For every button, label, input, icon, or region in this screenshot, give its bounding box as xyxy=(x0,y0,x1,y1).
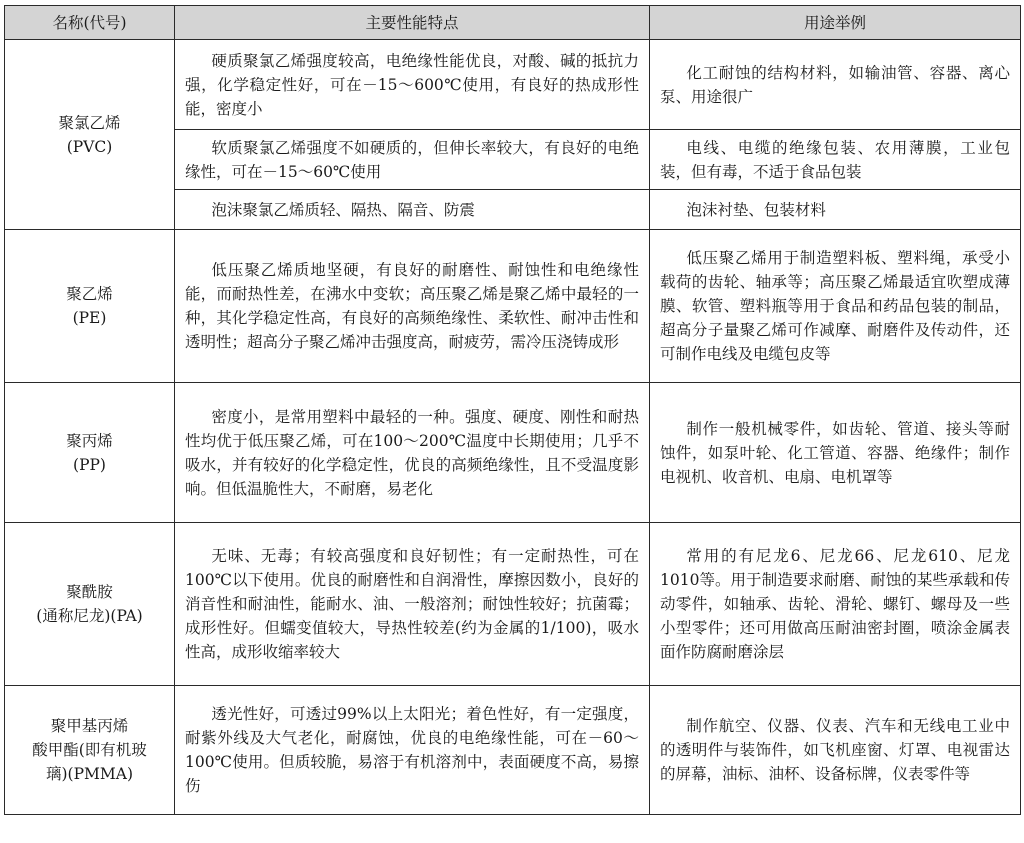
features-pvc-rigid: 硬质聚氯乙烯强度较高，电绝缘性能优良，对酸、碱的抵抗力强，化学稳定性好，可在－15～600℃使用，有良好的热成形性能，密度小 xyxy=(175,40,650,130)
name-pvc: 聚氯乙烯 xyxy=(58,113,121,132)
header-features: 主要性能特点 xyxy=(175,6,650,40)
name-pmma: 聚甲基丙烯 xyxy=(50,717,129,735)
uses-pvc-foam: 泡沫衬垫、包装材料 xyxy=(650,190,1021,230)
features-pp: 密度小，是常用塑料中最轻的一种。强度、硬度、刚性和耐热性均优于低压聚乙烯，可在100～200℃温度中长期使用；几乎不吸水，并有较好的化学稳定性，优良的高频绝缘性，且不受温度影响。但低温脆性大，不耐磨，易老化 xyxy=(175,383,650,523)
name-pa: 聚酰胺 xyxy=(66,583,113,601)
name-cell-pp xyxy=(5,383,175,523)
table-header xyxy=(5,6,1021,40)
uses-pa: 常用的有尼龙6、尼龙66、尼龙610、尼龙1010等。用于制造要求耐磨、耐蚀的某些承载和传动零件，如轴承、齿轮、滑轮、螺钉、螺母及一些小型零件；还可用做高压耐油密封圈，喷涂金属表面作防腐耐磨涂层 xyxy=(650,523,1021,686)
features-pe: 低压聚乙烯质地坚硬，有良好的耐磨性、耐蚀性和电绝缘性能，而耐热性差，在沸水中变软；高压聚乙烯是聚乙烯中最轻的一种，其化学稳定性高，有良好的高频绝缘性、柔软性、耐冲击性和透明性；超高分子聚乙烯冲击强度高，耐疲劳，需冷压浇铸成形 xyxy=(175,230,650,383)
name-pp: 聚丙烯 xyxy=(66,431,113,450)
table-row-pvc-rigid xyxy=(5,40,1021,130)
code-pvc: (PVC) xyxy=(66,137,113,156)
code-pa: (通称尼龙)(PA) xyxy=(36,607,143,625)
name-cell-pvc xyxy=(5,40,175,230)
header-name: 名称(代号) xyxy=(5,6,175,40)
features-pmma: 透光性好，可透过99%以上太阳光；着色性好，有一定强度，耐紫外线及大气老化，耐腐蚀，优良的电绝缘性能，可在－60～100℃使用。但质较脆，易溶于有机溶剂中，表面硬度不高，易擦伤 xyxy=(175,686,650,815)
code-pmma: 璃)(PMMA) xyxy=(45,765,133,783)
name-cell-pe xyxy=(5,230,175,383)
plastics-properties-table xyxy=(4,5,1021,815)
code-pp: (PP) xyxy=(73,455,106,474)
name-cell-pmma xyxy=(5,686,175,815)
features-pvc-foam: 泡沫聚氯乙烯质轻、隔热、隔音、防震 xyxy=(175,190,650,230)
uses-pe: 低压聚乙烯用于制造塑料板、塑料绳，承受小载荷的齿轮、轴承等；高压聚乙烯最适宜吹塑成薄膜、软管、塑料瓶等用于食品和药品包装的制品，超高分子量聚乙烯可作减摩、耐磨件及传动件，还可制作电线及电缆包皮等 xyxy=(650,230,1021,383)
table-row-pp xyxy=(5,383,1021,523)
name-pe: 聚乙烯 xyxy=(66,285,113,303)
table-row-pmma xyxy=(5,686,1021,815)
table-row-pe xyxy=(5,230,1021,383)
name-pmma-cont: 酸甲酯(即有机玻 xyxy=(32,741,147,759)
code-pe: (PE) xyxy=(72,309,107,327)
table-row-pa xyxy=(5,523,1021,686)
uses-pvc-soft: 电线、电缆的绝缘包装、农用薄膜，工业包装，但有毒，不适于食品包装 xyxy=(650,130,1021,190)
uses-pp: 制作一般机械零件，如齿轮、管道、接头等耐蚀件，如泵叶轮、化工管道、容器、绝缘件；制作电视机、收音机、电扇、电机罩等 xyxy=(650,383,1021,523)
header-uses: 用途举例 xyxy=(650,6,1021,40)
uses-pmma: 制作航空、仪器、仪表、汽车和无线电工业中的透明件与装饰件，如飞机座窗、灯罩、电视雷达的屏幕，油标、油杯、设备标牌，仪表零件等 xyxy=(650,686,1021,815)
features-pvc-soft: 软质聚氯乙烯强度不如硬质的，但伸长率较大，有良好的电绝缘性，可在－15～60℃使用 xyxy=(175,130,650,190)
document-page xyxy=(4,5,1020,835)
name-cell-pa xyxy=(5,523,175,686)
uses-pvc-rigid: 化工耐蚀的结构材料，如输油管、容器、离心泵、用途很广 xyxy=(650,40,1021,130)
features-pa: 无味、无毒；有较高强度和良好韧性；有一定耐热性，可在100℃以下使用。优良的耐磨性和自润滑性，摩擦因数小，良好的消音性和耐油性，能耐水、油、一般溶剂；耐蚀性较好；抗菌霉；成形性好。但蠕变值较大，导热性较差(约为金属的1/100)，吸水性高，成形收缩率较大 xyxy=(175,523,650,686)
